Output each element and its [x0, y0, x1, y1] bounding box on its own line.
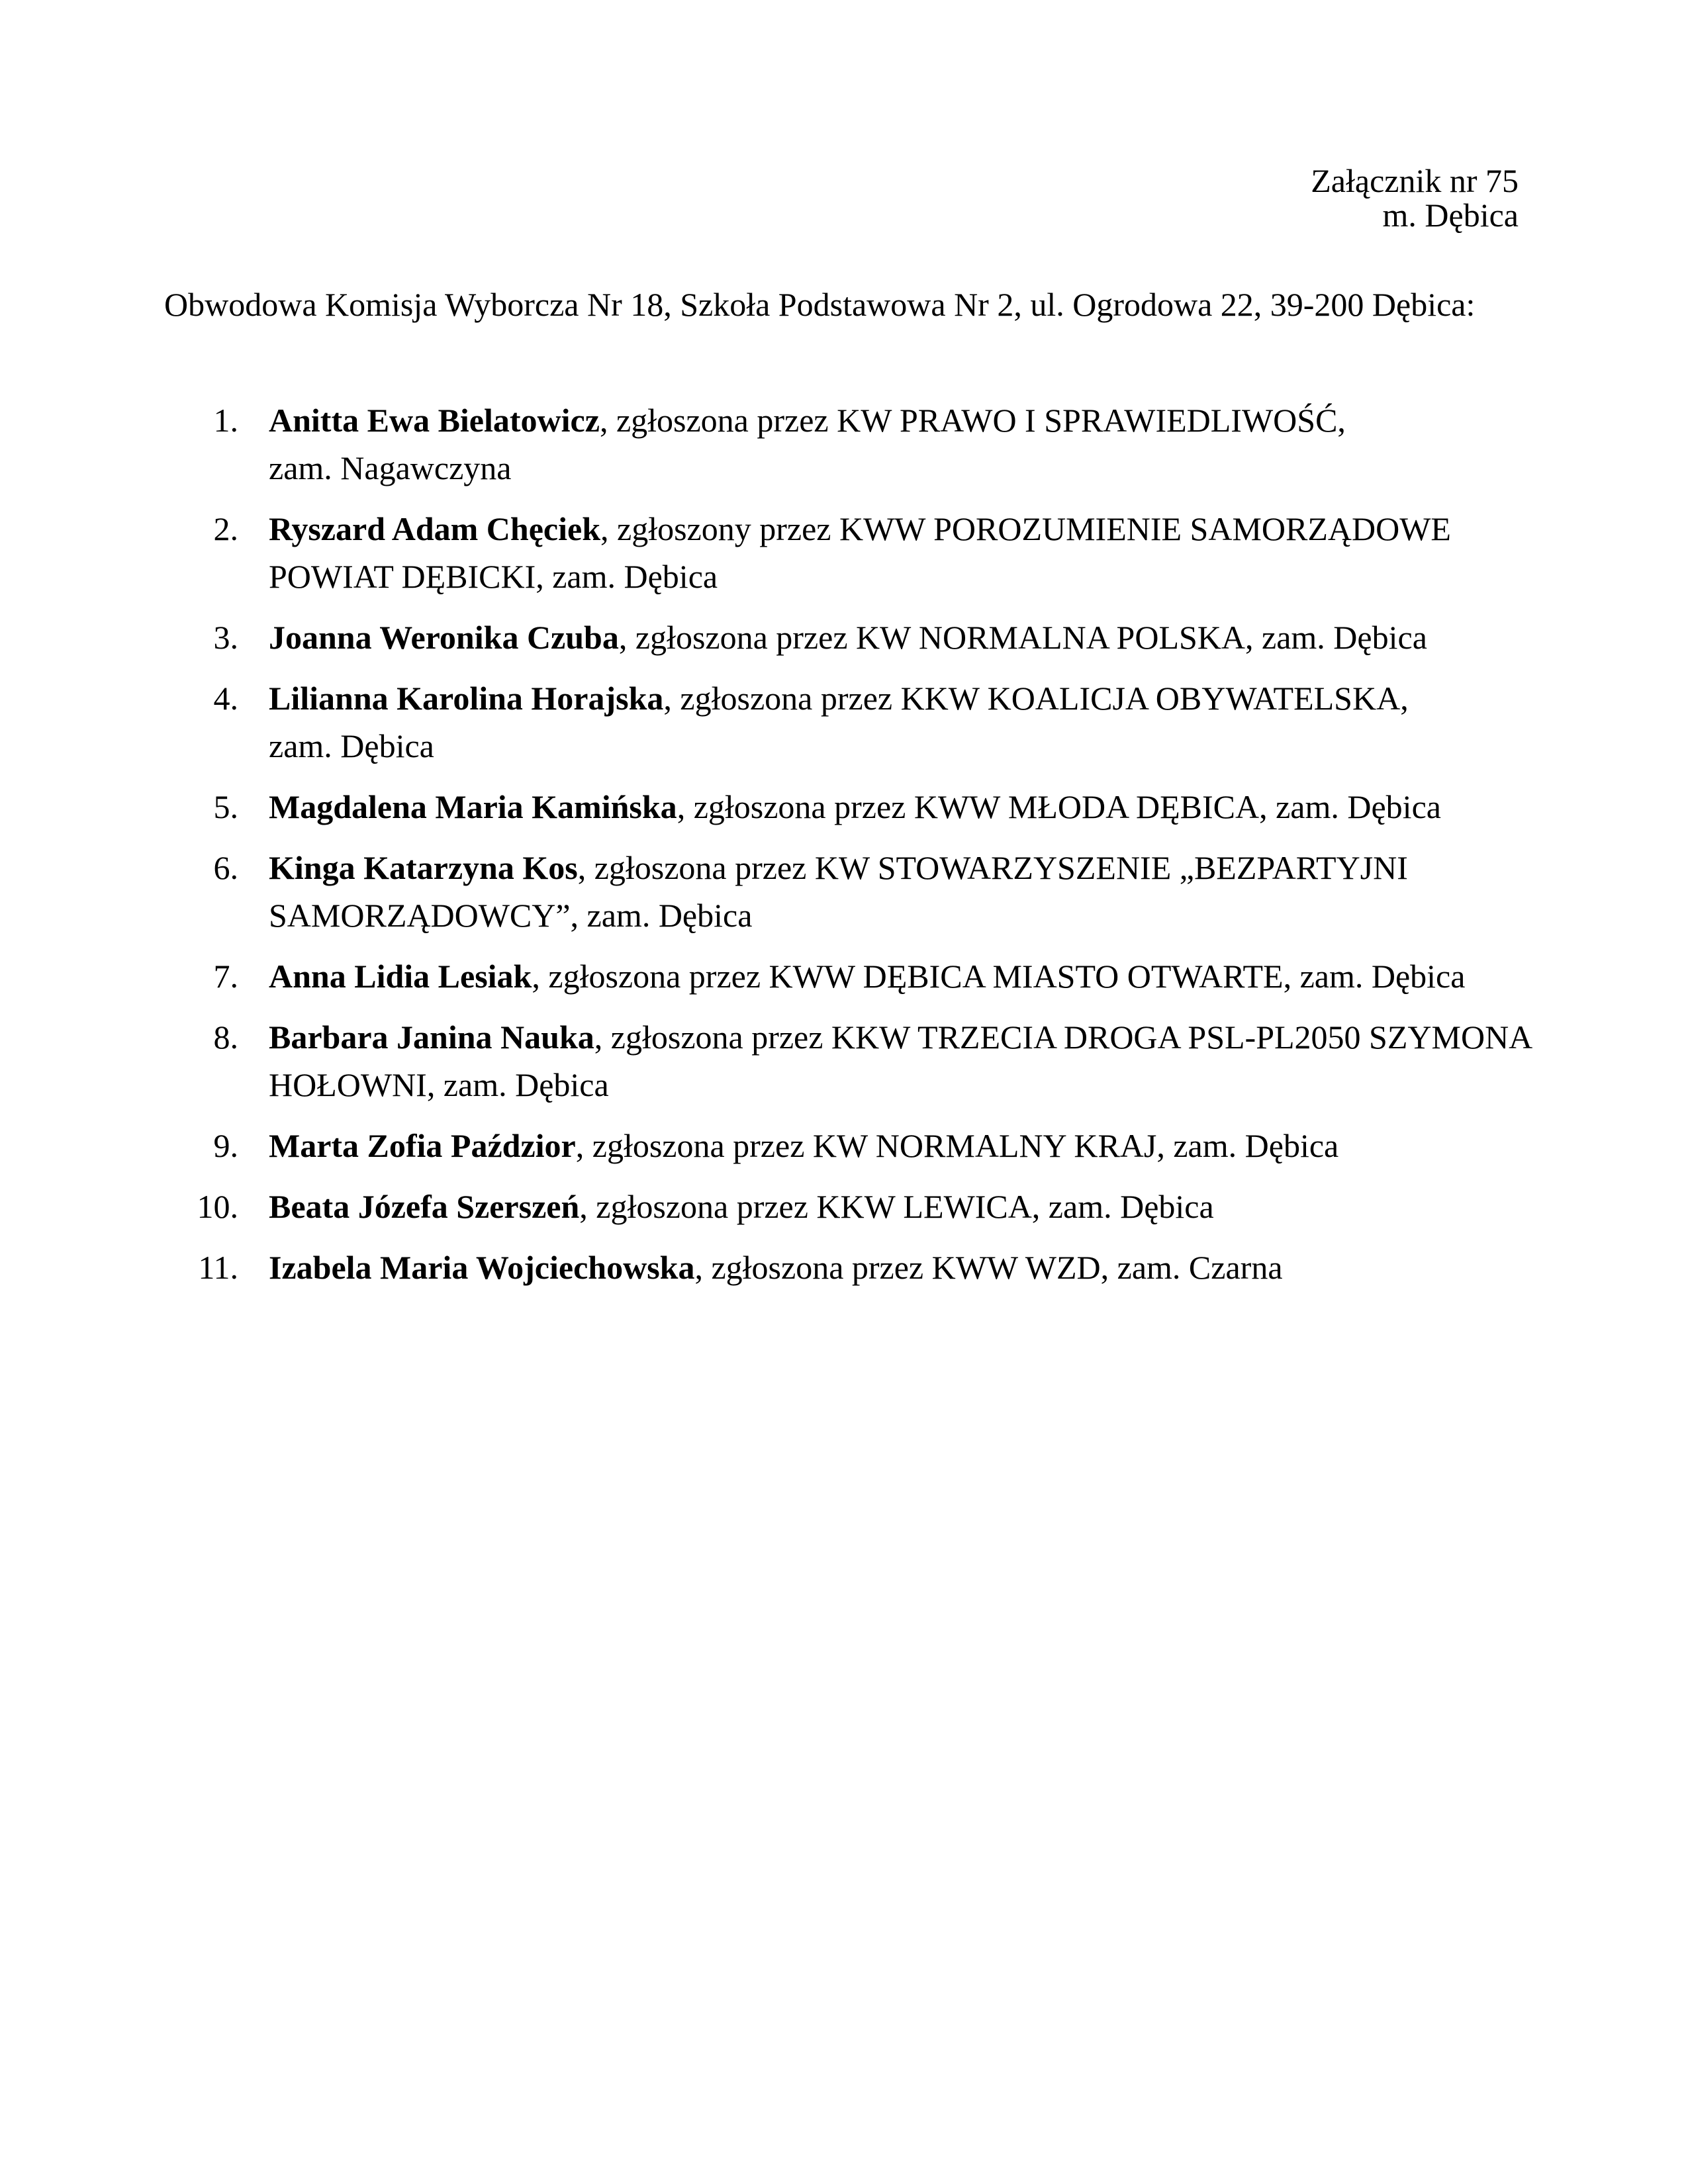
list-item — [0, 614, 1487, 661]
member-details: , zgłoszony przez KWW POROZUMIENIE SAMORZĄDOWE — [600, 510, 1451, 547]
item-number: 8. — [213, 1019, 238, 1056]
item-line-1 — [269, 674, 1487, 722]
item-number: 9. — [213, 1127, 238, 1164]
member-details: , zgłoszona przez KWW WZD, zam. Czarna — [694, 1249, 1283, 1286]
item-number: 5. — [213, 788, 238, 825]
member-details: , zgłoszona przez KW NORMALNA POLSKA, zam. Dębica — [618, 619, 1427, 656]
item-line-2: zam. Nagawczyna — [269, 449, 512, 486]
member-name: Joanna Weronika Czuba — [269, 619, 619, 656]
item-line-1 — [269, 614, 1487, 661]
member-details: , zgłoszona przez KWW MŁODA DĘBICA, zam. Dębica — [677, 788, 1441, 825]
item-number: 11. — [198, 1249, 238, 1286]
list-item — [0, 1013, 1533, 1109]
item-line-1 — [269, 396, 1487, 444]
list-item — [0, 1244, 1487, 1291]
member-name: Anna Lidia Lesiak — [269, 958, 532, 995]
list-item — [0, 1122, 1487, 1169]
item-number: 10. — [197, 1188, 238, 1225]
member-details: , zgłoszona przez KW STOWARZYSZENIE „BEZPARTYJNI — [577, 849, 1408, 886]
member-details: , zgłoszona przez KKW KOALICJA OBYWATELSKA, — [663, 680, 1409, 717]
member-name: Kinga Katarzyna Kos — [269, 849, 578, 886]
item-number: 2. — [213, 510, 238, 547]
member-details: , zgłoszona przez KKW TRZECIA DROGA PSL-PL2050 SZYMONA — [594, 1019, 1533, 1056]
member-name: Magdalena Maria Kamińska — [269, 788, 677, 825]
item-line-2: POWIAT DĘBICKI, zam. Dębica — [269, 558, 718, 595]
list-item — [0, 396, 1487, 492]
item-line-1 — [269, 952, 1487, 1000]
member-list — [0, 396, 1688, 1304]
member-details: , zgłoszona przez KW NORMALNY KRAJ, zam. Dębica — [575, 1127, 1339, 1164]
member-name: Lilianna Karolina Horajska — [269, 680, 664, 717]
item-line-1 — [269, 1013, 1533, 1061]
member-details: , zgłoszona przez KW PRAWO I SPRAWIEDLIWOŚĆ, — [599, 402, 1346, 439]
item-number: 1. — [213, 402, 238, 439]
item-number: 6. — [213, 849, 238, 886]
item-line-1 — [269, 1122, 1487, 1169]
list-item — [0, 505, 1487, 600]
page-header — [1311, 163, 1519, 232]
item-line-1 — [269, 1183, 1487, 1230]
item-line-2: HOŁOWNI, zam. Dębica — [269, 1066, 609, 1103]
item-line-1 — [269, 844, 1487, 891]
list-item — [0, 844, 1487, 939]
member-name: Marta Zofia Paździor — [269, 1127, 576, 1164]
list-item — [0, 1183, 1487, 1230]
member-name: Beata Józefa Szerszeń — [269, 1188, 580, 1225]
item-line-1 — [269, 505, 1487, 553]
member-details: , zgłoszona przez KKW LEWICA, zam. Dębica — [579, 1188, 1214, 1225]
member-name: Ryszard Adam Chęciek — [269, 510, 601, 547]
list-item — [0, 783, 1487, 831]
item-line-2: SAMORZĄDOWCY”, zam. Dębica — [269, 897, 753, 934]
commission-title: Obwodowa Komisja Wyborcza Nr 18, Szkoła Podstawowa Nr 2, ul. Ogrodowa 22, 39-200 Dębica: — [164, 286, 1476, 323]
item-number: 7. — [213, 958, 238, 995]
item-number: 4. — [213, 680, 238, 717]
member-details: , zgłoszona przez KWW DĘBICA MIASTO OTWARTE, zam. Dębica — [532, 958, 1466, 995]
item-number: 3. — [213, 619, 238, 656]
member-name: Anitta Ewa Bielatowicz — [269, 402, 600, 439]
municipality-label: m. Dębica — [1382, 197, 1519, 234]
item-line-1 — [269, 1244, 1487, 1291]
list-item — [0, 674, 1487, 770]
item-line-1 — [269, 783, 1487, 831]
member-name: Barbara Janina Nauka — [269, 1019, 594, 1056]
member-name: Izabela Maria Wojciechowska — [269, 1249, 695, 1286]
item-line-2: zam. Dębica — [269, 727, 434, 764]
attachment-label: Załącznik nr 75 — [1311, 162, 1519, 199]
list-item — [0, 952, 1487, 1000]
